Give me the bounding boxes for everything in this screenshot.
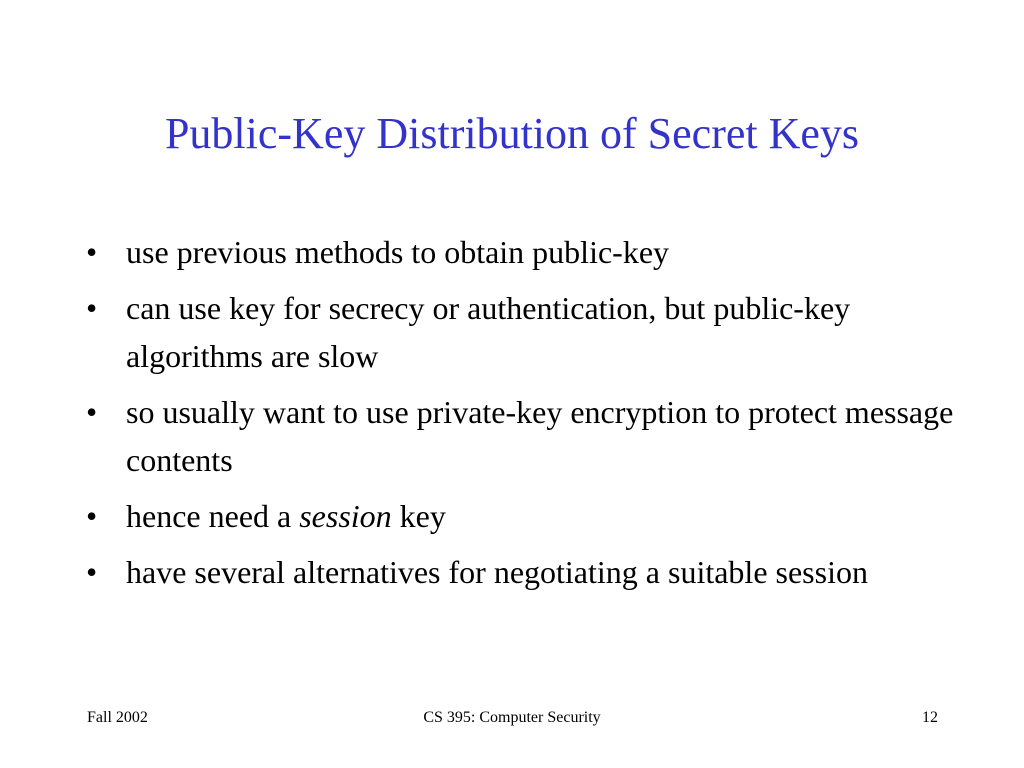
bullet-icon: • [86,234,98,270]
bullet-text-5: have several alternatives for negotiating a suitable session [126,554,868,590]
bullet-list [84,228,964,604]
slide-title: Public-Key Distribution of Secret Keys [164,109,860,158]
bullet-icon: • [86,498,98,534]
bullet-text-1: use previous methods to obtain public-key [126,234,670,270]
bullet-text-4-emphasis: session [299,498,392,534]
bullet-item-5 [84,548,964,596]
bullet-item-1 [84,228,964,276]
footer-date: Fall 2002 [87,709,148,726]
bullet-text-3: so usually want to use private-key encryption to protect message contents [126,394,954,478]
bullet-item-4 [84,492,964,540]
bullet-item-2 [84,284,964,380]
bullet-text-2: can use key for secrecy or authentication, but public-key algorithms are slow [126,290,851,374]
footer-slide-number: 12 [922,709,938,726]
bullet-text-4-before: hence need a [126,498,300,534]
bullet-icon: • [86,554,98,590]
bullet-icon: • [86,394,98,430]
bullet-icon: • [86,290,98,326]
footer-course: CS 395: Computer Security [423,709,601,726]
bullet-item-3 [84,388,964,484]
bullet-text-4-after: key [391,498,446,534]
